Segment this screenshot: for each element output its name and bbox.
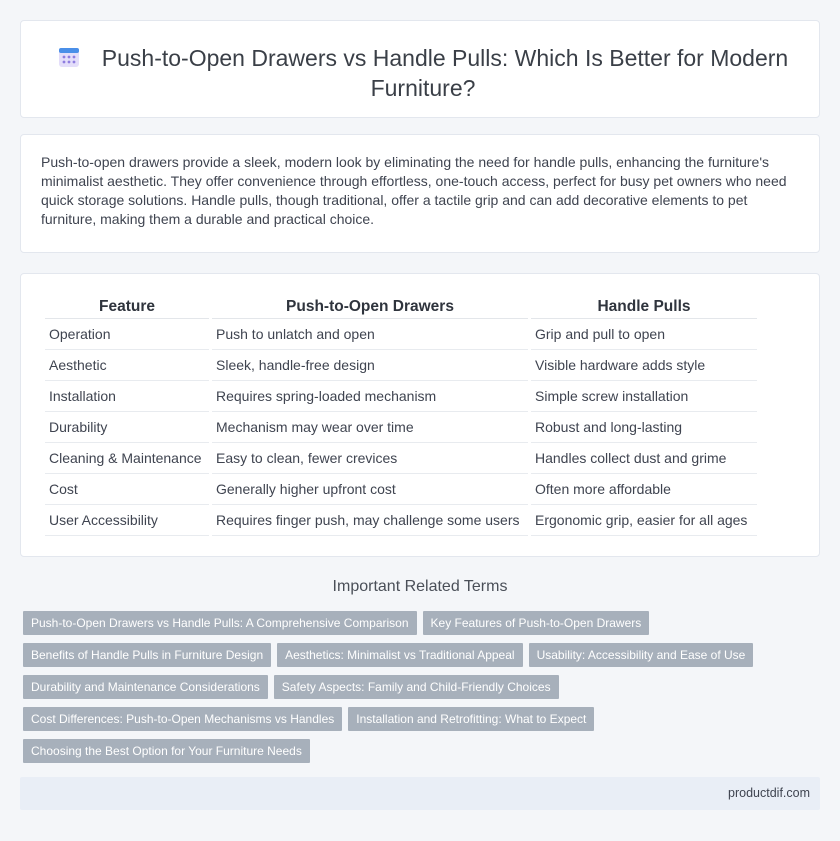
related-term-tag[interactable]: Benefits of Handle Pulls in Furniture Design [23,643,271,667]
table-row [45,319,757,350]
comparison-table [42,294,760,536]
table-row [45,505,757,536]
table-cell: Robust and long-lasting [531,412,757,443]
related-term-tag[interactable]: Safety Aspects: Family and Child-Friendly Choices [274,675,559,699]
table-cell: Requires finger push, may challenge some users [212,505,528,536]
table-header-row [45,294,757,319]
table-cell: Cleaning & Maintenance [45,443,209,474]
footer-bar [20,777,820,810]
table-cell: Often more affordable [531,474,757,505]
related-terms-heading: Important Related Terms [332,578,508,595]
related-term-tag[interactable]: Durability and Maintenance Considerations [23,675,268,699]
table-row [45,412,757,443]
table-cell: Handles collect dust and grime [531,443,757,474]
table-cell: Durability [45,412,209,443]
related-term-tag[interactable]: Installation and Retrofitting: What to Expect [348,707,594,731]
table-cell: Mechanism may wear over time [212,412,528,443]
table-cell: User Accessibility [45,505,209,536]
table-cell: Easy to clean, fewer crevices [212,443,528,474]
table-cell: Requires spring-loaded mechanism [212,381,528,412]
table-row [45,443,757,474]
intro-card [20,134,820,253]
related-term-tag[interactable]: Choosing the Best Option for Your Furniture Needs [23,739,310,763]
table-cell: Push to unlatch and open [212,319,528,350]
table-cell: Operation [45,319,209,350]
table-cell: Installation [45,381,209,412]
related-terms-list [23,611,803,763]
table-cell: Ergonomic grip, easier for all ages [531,505,757,536]
related-term-tag[interactable]: Key Features of Push-to-Open Drawers [423,611,650,635]
table-cell: Cost [45,474,209,505]
column-header-handle-pulls: Handle Pulls [531,294,757,319]
table-cell: Generally higher upfront cost [212,474,528,505]
table-calendar-icon [58,46,80,68]
table-cell: Grip and pull to open [531,319,757,350]
related-term-tag[interactable]: Cost Differences: Push-to-Open Mechanisms vs Handles [23,707,342,731]
page-title-wrap [47,43,799,103]
table-cell: Aesthetic [45,350,209,381]
footer-site-link[interactable]: productdif.com [728,786,810,800]
intro-paragraph: Push-to-open drawers provide a sleek, modern look by eliminating the need for handle pulls, enhancing the furniture's minimalist aesthetic. They offer convenience through effortless, one-touch access, perfect for busy pet owners who need quick storage solutions. Handle pulls, though traditional, offer a tactile grip and can add decorative elements to pet furniture, making them a durable and practical choice. [41,154,787,227]
related-term-tag[interactable]: Usability: Accessibility and Ease of Use [529,643,754,667]
related-term-tag[interactable]: Aesthetics: Minimalist vs Traditional Appeal [277,643,522,667]
table-row [45,474,757,505]
page-title: Push-to-Open Drawers vs Handle Pulls: Which Is Better for Modern Furniture? [101,45,789,101]
related-term-tag[interactable]: Push-to-Open Drawers vs Handle Pulls: A Comprehensive Comparison [23,611,417,635]
column-header-feature: Feature [45,294,209,319]
table-cell: Sleek, handle-free design [212,350,528,381]
table-cell: Visible hardware adds style [531,350,757,381]
comparison-card [20,273,820,557]
title-card [20,20,820,118]
table-row [45,350,757,381]
column-header-push-to-open: Push-to-Open Drawers [212,294,528,319]
table-row [45,381,757,412]
table-cell: Simple screw installation [531,381,757,412]
